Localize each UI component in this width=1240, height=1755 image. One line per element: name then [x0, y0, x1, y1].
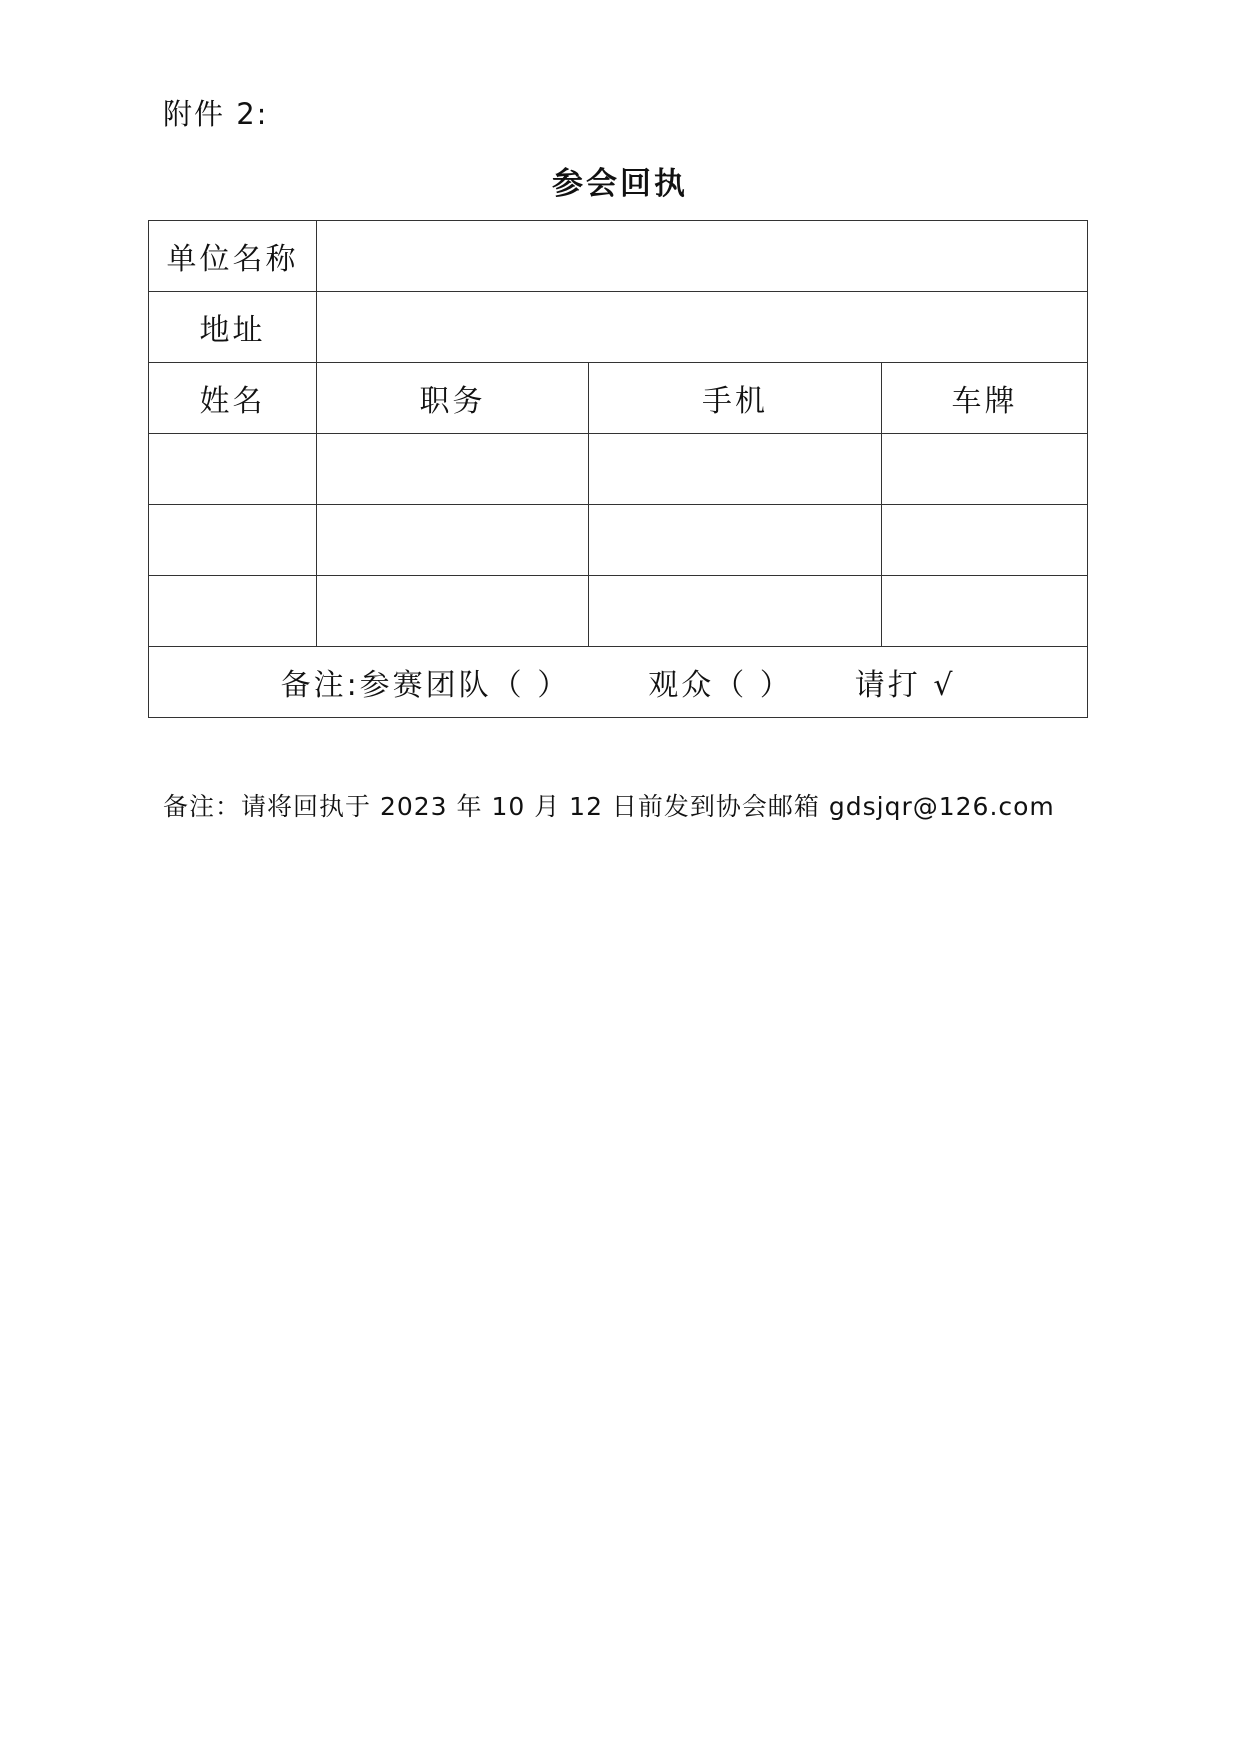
- position-cell[interactable]: [317, 505, 589, 576]
- column-header-plate: 车牌: [882, 363, 1088, 434]
- plate-cell[interactable]: [882, 505, 1088, 576]
- position-cell[interactable]: [317, 576, 589, 647]
- remark-team-option[interactable]: 备注:参赛团队（ ）: [280, 668, 571, 703]
- remark-instruction: 请打 √: [854, 668, 956, 703]
- name-cell[interactable]: [149, 434, 317, 505]
- remark-row: [149, 647, 1088, 718]
- column-header-position: 职务: [317, 363, 589, 434]
- position-cell[interactable]: [317, 434, 589, 505]
- footer-note: 备注：请将回执于 2023 年 10 月 12 日前发到协会邮箱 gdsjqr@126.com: [163, 792, 1055, 821]
- address-row: [149, 292, 1088, 363]
- address-label: 地址: [149, 292, 317, 363]
- unit-name-label: 单位名称: [149, 221, 317, 292]
- phone-cell[interactable]: [589, 434, 882, 505]
- column-header-phone: 手机: [589, 363, 882, 434]
- remark-cell: [149, 647, 1088, 718]
- table-row: [149, 576, 1088, 647]
- plate-cell[interactable]: [882, 434, 1088, 505]
- address-field[interactable]: [317, 292, 1088, 363]
- receipt-form-table: [148, 220, 1088, 718]
- phone-cell[interactable]: [589, 576, 882, 647]
- page-title: 参会回执: [552, 166, 688, 202]
- attachment-label: 附件 2:: [163, 97, 269, 131]
- column-header-name: 姓名: [149, 363, 317, 434]
- table-row: [149, 505, 1088, 576]
- remark-audience-option[interactable]: 观众（ ）: [648, 668, 793, 703]
- phone-cell[interactable]: [589, 505, 882, 576]
- table-header-row: [149, 363, 1088, 434]
- plate-cell[interactable]: [882, 576, 1088, 647]
- name-cell[interactable]: [149, 576, 317, 647]
- name-cell[interactable]: [149, 505, 317, 576]
- unit-name-field[interactable]: [317, 221, 1088, 292]
- table-row: [149, 434, 1088, 505]
- unit-name-row: [149, 221, 1088, 292]
